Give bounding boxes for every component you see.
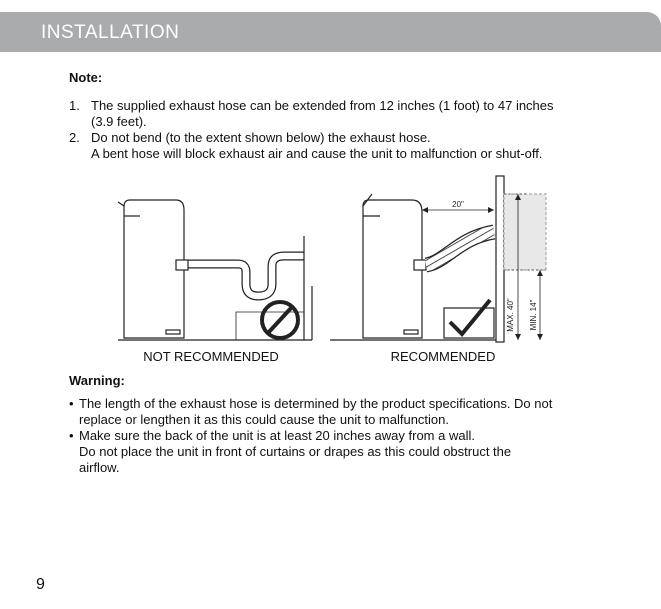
bullet-dot: •: [69, 396, 74, 411]
note-item-text: (3.9 feet).: [91, 114, 147, 129]
warning-item-text: The length of the exhaust hose is determined by the product specifications. Do not: [79, 396, 553, 411]
warning-item-text: airflow.: [79, 460, 120, 475]
not-recommended-illustration: [118, 200, 312, 340]
distance-label: 20": [452, 200, 464, 209]
note-item-text: The supplied exhaust hose can be extended from 12 inches (1 foot) to 47 inches: [91, 98, 554, 113]
warning-heading: Warning:: [69, 373, 125, 388]
warning-item-1: [69, 396, 629, 428]
note-heading: Note:: [69, 70, 103, 85]
note-item-text: A bent hose will block exhaust air and cause the unit to malfunction or shut-off.: [91, 146, 543, 161]
warning-item-text: Do not place the unit in front of curtains or drapes as this could obstruct the: [79, 444, 512, 459]
bullet-dot: •: [69, 428, 74, 443]
max-height-label: MAX. 40": [506, 298, 515, 332]
note-item-text: Do not bend (to the extent shown below) the exhaust hose.: [91, 130, 431, 145]
not-recommended-caption: NOT RECOMMENDED: [143, 349, 279, 364]
section-title: INSTALLATION: [41, 22, 180, 43]
recommended-caption: RECOMMENDED: [390, 349, 496, 364]
warning-item-2: [69, 428, 629, 476]
warning-item-text: replace or lengthen it as this could cause the unit to malfunction.: [79, 412, 449, 427]
min-height-label: MIN. 14": [529, 299, 538, 331]
warning-list: [69, 396, 629, 476]
page-number: 9: [36, 576, 45, 593]
warning-item-text: Make sure the back of the unit is at least 20 inches away from a wall.: [79, 428, 475, 443]
note-item-number: 2.: [69, 130, 80, 145]
note-item-number: 1.: [69, 98, 80, 113]
